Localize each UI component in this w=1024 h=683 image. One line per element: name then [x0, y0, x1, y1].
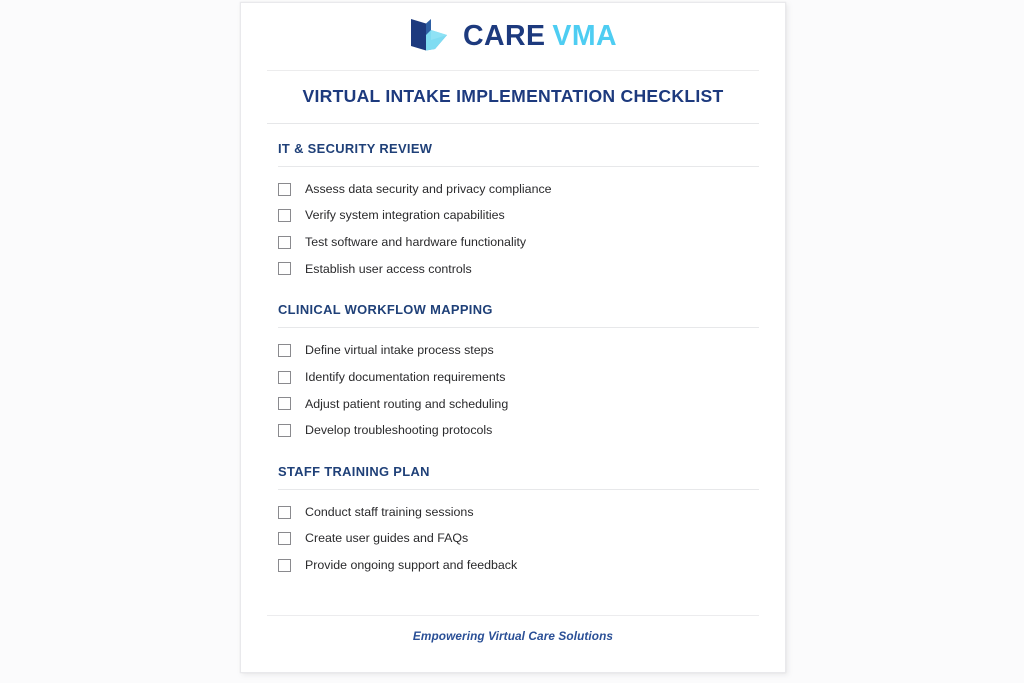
checklist-item[interactable] [278, 202, 759, 229]
checklist-item[interactable] [278, 176, 759, 203]
document-footer [267, 615, 759, 643]
checklist-item-label: Establish user access controls [305, 261, 472, 276]
checkbox-icon[interactable] [278, 344, 291, 357]
checklist-item-label: Verify system integration capabilities [305, 208, 505, 223]
checklist-items [267, 490, 759, 579]
checklist-item-label: Assess data security and privacy compliance [305, 181, 552, 196]
checklist-item[interactable] [278, 256, 759, 283]
checkbox-icon[interactable] [278, 506, 291, 519]
checkbox-icon[interactable] [278, 371, 291, 384]
footer-tagline: Empowering Virtual Care Solutions [412, 629, 614, 644]
checklist-item-label: Provide ongoing support and feedback [305, 558, 518, 572]
brand-name-secondary: VMA [552, 20, 617, 53]
checkbox-icon[interactable] [278, 209, 291, 222]
checklist-section [267, 124, 759, 283]
checkbox-icon[interactable] [278, 559, 291, 572]
checklist-item-label: Test software and hardware functionality [305, 235, 527, 249]
brand-header [267, 3, 759, 70]
checklist-item[interactable] [278, 417, 759, 444]
checklist-item-label: Define virtual intake process steps [305, 343, 494, 358]
checklist-item[interactable] [278, 390, 759, 417]
page-title: VIRTUAL INTAKE IMPLEMENTATION CHECKLIST [302, 86, 724, 106]
checklist-item[interactable] [278, 337, 759, 364]
checklist-item[interactable] [278, 364, 759, 391]
section-title: IT & SECURITY REVIEW [278, 140, 433, 156]
checklist-item[interactable] [278, 229, 759, 256]
checklist-section [267, 444, 759, 579]
checklist-sections [267, 124, 759, 579]
checkbox-icon[interactable] [278, 397, 291, 410]
checkbox-icon[interactable] [278, 262, 291, 275]
care-vma-logo-icon [409, 16, 449, 57]
checklist-item-label: Develop troubleshooting protocols [305, 423, 493, 438]
checklist-item-label: Create user guides and FAQs [305, 531, 469, 546]
checkbox-icon[interactable] [278, 424, 291, 437]
checklist-item[interactable] [278, 525, 759, 552]
checklist-section [267, 282, 759, 444]
brand-name-primary: CARE [463, 20, 546, 53]
section-title: STAFF TRAINING PLAN [278, 463, 430, 479]
checklist-item[interactable] [278, 552, 759, 579]
checkbox-icon[interactable] [278, 236, 291, 249]
document-content-area [267, 3, 759, 672]
section-title: CLINICAL WORKFLOW MAPPING [278, 302, 493, 318]
checklist-items [267, 167, 759, 282]
checkbox-icon[interactable] [278, 532, 291, 545]
checkbox-icon[interactable] [278, 183, 291, 196]
checklist-item-label: Adjust patient routing and scheduling [305, 396, 509, 411]
checklist-item-label: Identify documentation requirements [305, 369, 506, 384]
checklist-document-page [240, 2, 786, 673]
checklist-item[interactable] [278, 499, 759, 526]
checklist-item-label: Conduct staff training sessions [305, 504, 474, 519]
brand-wordmark [463, 22, 617, 51]
checklist-items [267, 328, 759, 443]
